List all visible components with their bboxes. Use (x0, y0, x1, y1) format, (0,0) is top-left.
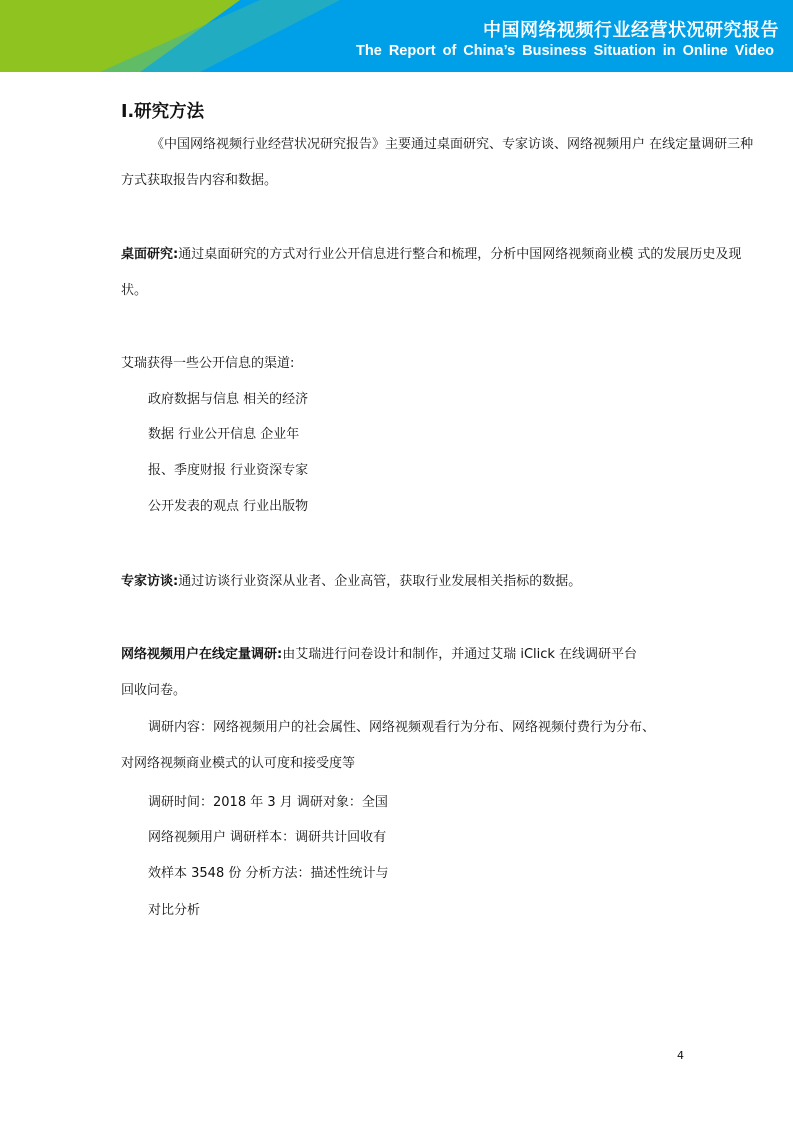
desk-research-line-1 (121, 247, 741, 263)
channel-item: 政府数据与信息 相关的经济 (148, 392, 309, 407)
survey-content-line-2: 对网络视频商业模式的认可度和接受度等 (121, 756, 356, 771)
survey-detail: 调研时间：2018 年 3 月 调研对象：全国 (148, 795, 388, 810)
intro-line-1: 《中国网络视频行业经营状况研究报告》主要通过桌面研究、专家访谈、网络视频用户 在线定量调研三种 (151, 137, 754, 152)
header-banner (0, 0, 793, 72)
expert-interview (121, 574, 581, 590)
intro-line-2: 方式获取报告内容和数据。 (121, 173, 278, 188)
channel-item: 公开发表的观点 行业出版物 (148, 499, 309, 514)
channels-title: 艾瑞获得一些公开信息的渠道: (121, 356, 295, 371)
survey-detail: 效样本 3548 份 分析方法：描述性统计与 (148, 866, 389, 881)
survey-text: 由艾瑞进行问卷设计和制作，并通过艾瑞 iClick 在线调研平台 (282, 647, 638, 662)
desk-research-label: 桌面研究: (121, 247, 179, 262)
channel-item: 报、季度财报 行业资深专家 (148, 463, 309, 478)
section-heading: Ⅰ.研究方法 (121, 102, 205, 122)
desk-research-text: 通过桌面研究的方式对行业公开信息进行整合和梳理，分析中国网络视频商业模 式的发展历史及现 (178, 247, 742, 262)
survey-line-1 (121, 647, 637, 663)
desk-research-line-2: 状。 (121, 283, 148, 298)
survey-line-2: 回收问卷。 (121, 683, 187, 698)
channel-item: 数据 行业公开信息 企业年 (148, 427, 300, 442)
survey-detail: 网络视频用户 调研样本：调研共计回收有 (148, 830, 387, 845)
survey-detail: 对比分析 (148, 903, 201, 918)
report-title-en: The Report of China’s Business Situation in Online Video (356, 43, 774, 59)
expert-interview-label: 专家访谈: (121, 574, 179, 589)
page-number: 4 (677, 1049, 684, 1062)
survey-label: 网络视频用户在线定量调研: (121, 647, 283, 662)
survey-content-line-1: 调研内容：网络视频用户的社会属性、网络视频观看行为分布、网络视频付费行为分布、 (148, 720, 656, 735)
report-title-cn: 中国网络视频行业经营状况研究报告 (483, 20, 779, 41)
expert-interview-text: 通过访谈行业资深从业者、企业高管，获取行业发展相关指标的数据。 (178, 574, 582, 589)
